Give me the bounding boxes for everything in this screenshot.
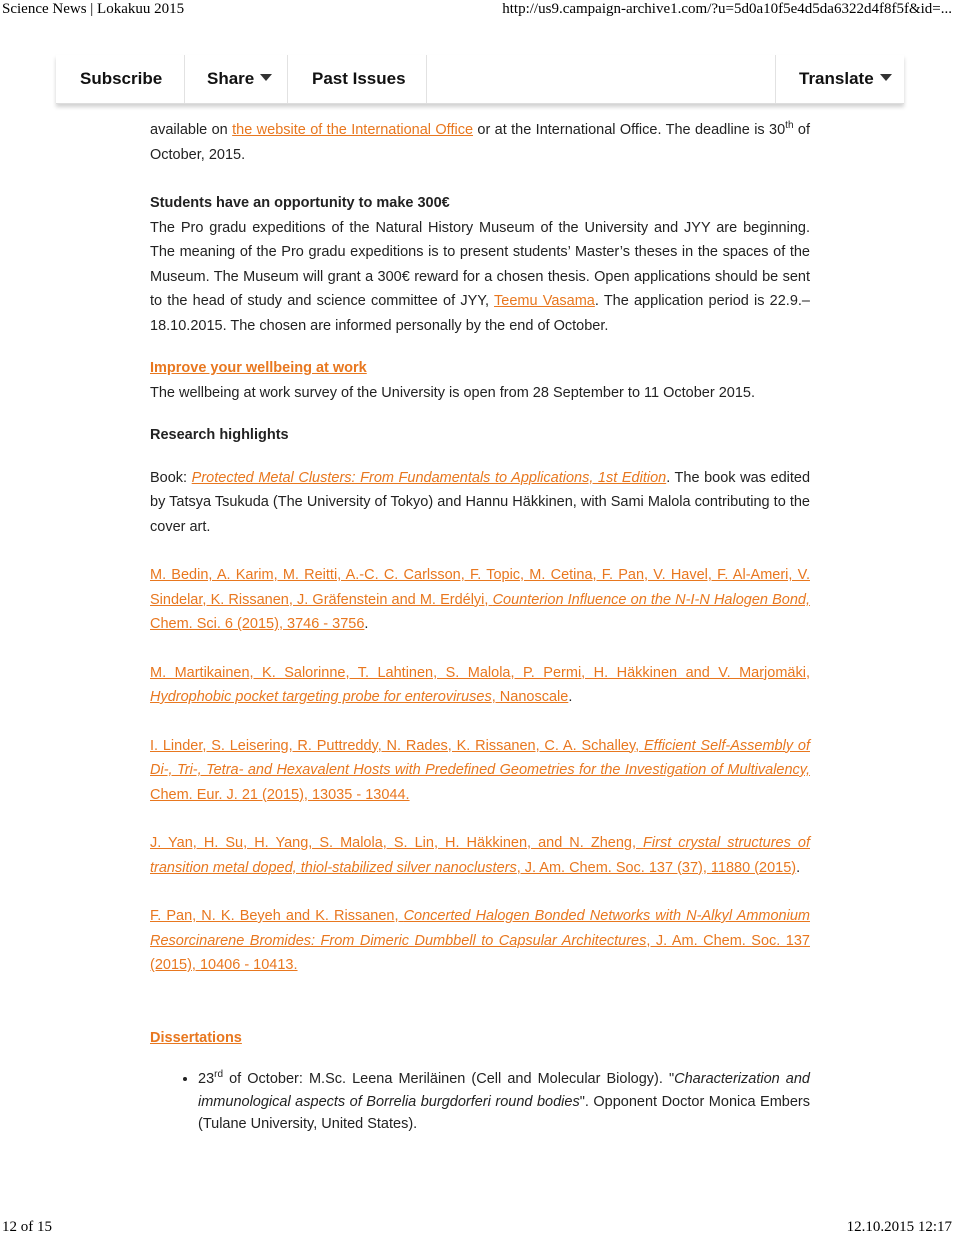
nav-divider: [184, 55, 185, 103]
intl-sup: th: [785, 120, 794, 132]
reference-4-title: First crystal structures of transition metal doped, thiol-stabilized silver nanoclusters: [150, 835, 810, 876]
reference-3-link[interactable]: [150, 738, 810, 803]
subscribe-label: Subscribe: [80, 69, 163, 88]
intl-office-paragraph: [150, 118, 810, 167]
translate-label: Translate: [799, 69, 874, 88]
reference-3: [150, 734, 810, 808]
translate-button[interactable]: [799, 55, 892, 103]
reference-1-link[interactable]: [150, 567, 810, 632]
intl-text-mid: or at the International Office. The deadline is 30: [473, 122, 786, 138]
reference-4-source: , J. Am. Chem. Soc. 137 (37), 11880 (2015): [516, 859, 797, 876]
print-page-title: Science News | Lokakuu 2015: [2, 1, 185, 17]
reference-5-source: , J. Am. Chem. Soc. 137 (2015), 10406 - 10413.: [150, 932, 810, 973]
intl-text-pre: available on: [150, 122, 233, 138]
nav-divider: [287, 55, 288, 103]
reference-2-link[interactable]: [150, 665, 810, 706]
chevron-down-icon: [260, 74, 272, 81]
opportunity-heading: Students have an opportunity to make 300€: [150, 195, 450, 211]
reference-2-source: , Nanoscale: [491, 689, 569, 705]
reference-5: [150, 904, 810, 978]
nav-divider: [426, 55, 427, 103]
reference-5-title: Concerted Halogen Bonded Networks with N-Alkyl Ammonium Resorcinarene Bromides: From Dimeric Dumbbell to Capsular Architectures: [150, 908, 810, 949]
reference-2-end: .: [568, 689, 573, 705]
reference-3-source: Chem. Eur. J. 21 (2015), 13035 - 13044.: [150, 786, 410, 803]
wellbeing-text: The wellbeing at work survey of the University is open from 28 September to 11 October 2015.: [150, 384, 756, 401]
print-header: [0, 0, 960, 22]
print-page-number: 12 of 15: [2, 1219, 52, 1235]
campaign-navbar: [56, 55, 904, 104]
book-text-post: . The book was edited by Tatsya Tsukuda (The University of Tokyo) and Hannu Häkkinen, with Sami Malola contributing to the cover art.: [150, 469, 811, 535]
research-heading: Research highlights: [150, 427, 289, 443]
past-issues-button[interactable]: [312, 55, 406, 103]
reference-4: [150, 831, 810, 880]
nav-divider: [775, 55, 776, 103]
print-footer: [0, 1219, 960, 1241]
reference-1-end: .: [364, 616, 369, 632]
dissertations-list: [150, 1068, 810, 1136]
past-issues-label: Past Issues: [312, 69, 406, 88]
chevron-down-icon: [880, 74, 892, 81]
opportunity-paragraph: [150, 216, 810, 339]
reference-4-end: .: [796, 859, 801, 876]
share-button[interactable]: [207, 55, 272, 103]
opportunity-text-pre: The Pro gradu expeditions of the Natural History Museum of the University and JYY are beginning. The meaning of the Pro gradu expeditions is to present students’ Master’s theses in the spaces of the Museum. The Museum will grant a 300€ reward for a chosen thesis. Open applications should be sent to the head of study and science committee of JYY,: [150, 219, 810, 309]
opportunity-text-post: . The application period is 22.9.–18.10.2015. The chosen are informed personally by the end of October.: [150, 293, 810, 334]
subscribe-button[interactable]: [80, 55, 162, 103]
reference-5-authors: F. Pan, N. K. Beyeh and K. Rissanen,: [150, 908, 404, 924]
share-label: Share: [207, 69, 255, 88]
teemu-vasama-link[interactable]: Teemu Vasama: [494, 293, 595, 309]
intl-text-post: of October, 2015.: [150, 122, 810, 163]
reference-2-title: Hydrophobic pocket targeting probe for enteroviruses: [150, 689, 492, 705]
dissertation-text-pre: of October: M.Sc. Leena Meriläinen (Cell and Molecular Biology). ": [223, 1071, 675, 1087]
book-title: Protected Metal Clusters: From Fundamentals to Applications, 1st Edition: [191, 469, 667, 486]
reference-1-title: Counterion Influence on the N-I-N Halogen Bond,: [492, 591, 810, 608]
reference-4-authors: J. Yan, H. Su, H. Yang, S. Malola, S. Lin, H. Häkkinen, and N. Zheng,: [150, 835, 644, 851]
reference-1: [150, 563, 810, 637]
newsletter-content: [150, 118, 810, 1136]
book-paragraph: [150, 466, 810, 540]
reference-2: [150, 661, 810, 710]
dissertation-day: 23: [198, 1071, 215, 1087]
list-item: [198, 1068, 810, 1136]
dissertation-title: Characterization and immunological aspects of Borrelia burgdorferi round bodies: [198, 1071, 810, 1110]
intl-office-link[interactable]: the website of the International Office: [232, 122, 474, 138]
dissertations-link[interactable]: Dissertations: [150, 1029, 242, 1046]
reference-1-source: Chem. Sci. 6 (2015), 3746 - 3756: [150, 616, 365, 632]
reference-3-authors: I. Linder, S. Leisering, R. Puttreddy, N. Rades, K. Rissanen, C. A. Schalley,: [150, 737, 645, 754]
reference-2-authors: M. Martikainen, K. Salorinne, T. Lahtinen, S. Malola, P. Permi, H. Häkkinen and V. Marjomäki,: [150, 664, 810, 681]
dissertation-text-post: ". Opponent Doctor Monica Embers (Tulane University, United States).: [198, 1093, 811, 1132]
print-page-url: http://us9.campaign-archive1.com/?u=5d0a10f5e4d5da6322d4f8f5f&id=...: [502, 1, 952, 17]
book-text-pre: Book:: [150, 469, 192, 486]
book-link[interactable]: [192, 470, 667, 486]
wellbeing-link[interactable]: Improve your wellbeing at work: [150, 360, 367, 376]
print-datetime: 12.10.2015 12:17: [846, 1219, 952, 1235]
reference-3-title: Efficient Self-Assembly of Di-, Tri-, Tetra- and Hexavalent Hosts with Predefined Geometries for the Investigation of Multivalency,: [150, 737, 810, 778]
reference-5-link[interactable]: [150, 908, 810, 973]
reference-4-link[interactable]: [150, 835, 810, 876]
dissertation-sup: rd: [214, 1069, 224, 1081]
reference-1-authors: M. Bedin, A. Karim, M. Reitti, A.-C. C. Carlsson, F. Topic, M. Cetina, F. Pan, V. Havel, F. Al-Ameri, V. Sindelar, K. Rissanen, J. Gräfenstein and M. Erdélyi,: [150, 567, 810, 608]
